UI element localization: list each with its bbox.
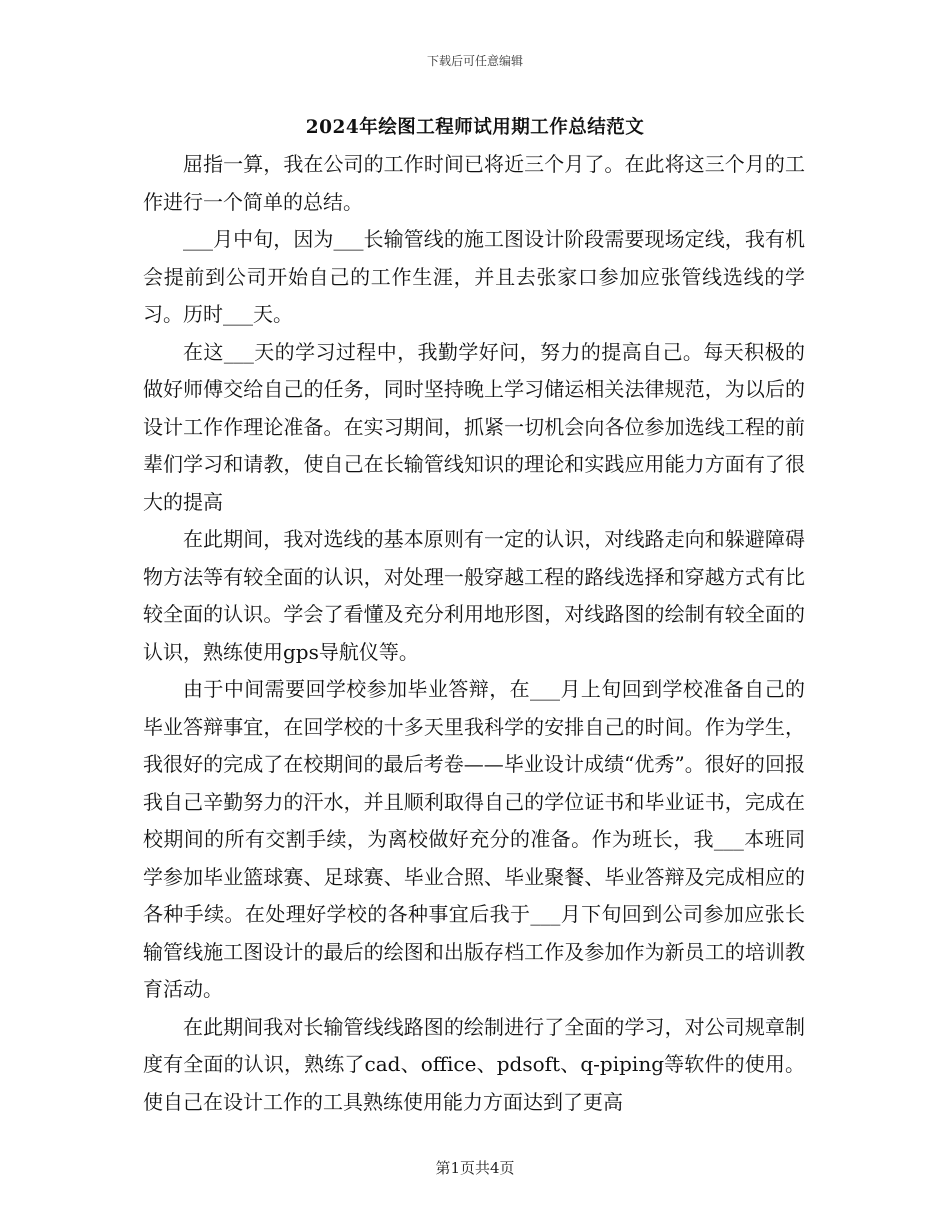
paragraph: 由于中间需要回学校参加毕业答辩，在___月上旬回到学校准备自己的毕业答辩事宜，在回学校的十多天里我科学的安排自己的时间。作为学生，我很好的完成了在校期间的最后考卷——毕业设计成绩“优秀”。很好的回报我自己辛勤努力的汗水，并且顺利取得自己的学位证书和毕业证书，完成在校期间的所有交割手续，为离校做好充分的准备。作为班长，我___本班同学参加毕业篮球赛、足球赛、毕业合照、毕业聚餐、毕业答辩及完成相应的各种手续。在处理好学校的各种事宜后我于___月下旬回到公司参加应张长输管线施工图设计的最后的绘图和出版存档工作及参加作为新员工的培训教育活动。 xyxy=(143,677,805,1001)
paragraph: 在此期间，我对选线的基本原则有一定的认识，对线路走向和躲避障碍物方法等有较全面的认识，对处理一般穿越工程的路线选择和穿越方式有比较全面的认识。学会了看懂及充分利用地形图，对线路图的绘制有较全面的认识，熟练使用gps导航仪等。 xyxy=(143,527,805,664)
paragraph: 在这___天的学习过程中，我勤学好问，努力的提高自己。每天积极的做好师傅交给自己的任务，同时坚持晚上学习储运相关法律规范，为以后的设计工作作理论准备。在实习期间，抓紧一切机会向各位参加选线工程的前辈们学习和请教，使自己在长输管线知识的理论和实践应用能力方面有了很大的提高 xyxy=(143,339,805,514)
page-header-note: 下载后可任意编辑 xyxy=(426,54,523,68)
document-title: 2024年绘图工程师试用期工作总结范文 xyxy=(305,117,645,138)
paragraph: 屈指一算，我在公司的工作时间已将近三个月了。在此将这三个月的工作进行一个简单的总结。 xyxy=(143,152,805,214)
paragraph: 在此期间我对长输管线线路图的绘制进行了全面的学习，对公司规章制度有全面的认识，熟练了cad、office、pdsoft、q-piping等软件的使用。使自己在设计工作的工具熟练使用能力方面达到了更高 xyxy=(143,1014,805,1114)
page-number-footer: 第1页共4页 xyxy=(435,1159,515,1177)
paragraph: ___月中旬，因为___长输管线的施工图设计阶段需要现场定线，我有机会提前到公司开始自己的工作生涯，并且去张家口参加应张管线选线的学习。历时___天。 xyxy=(143,227,805,326)
document-body xyxy=(143,146,805,1121)
